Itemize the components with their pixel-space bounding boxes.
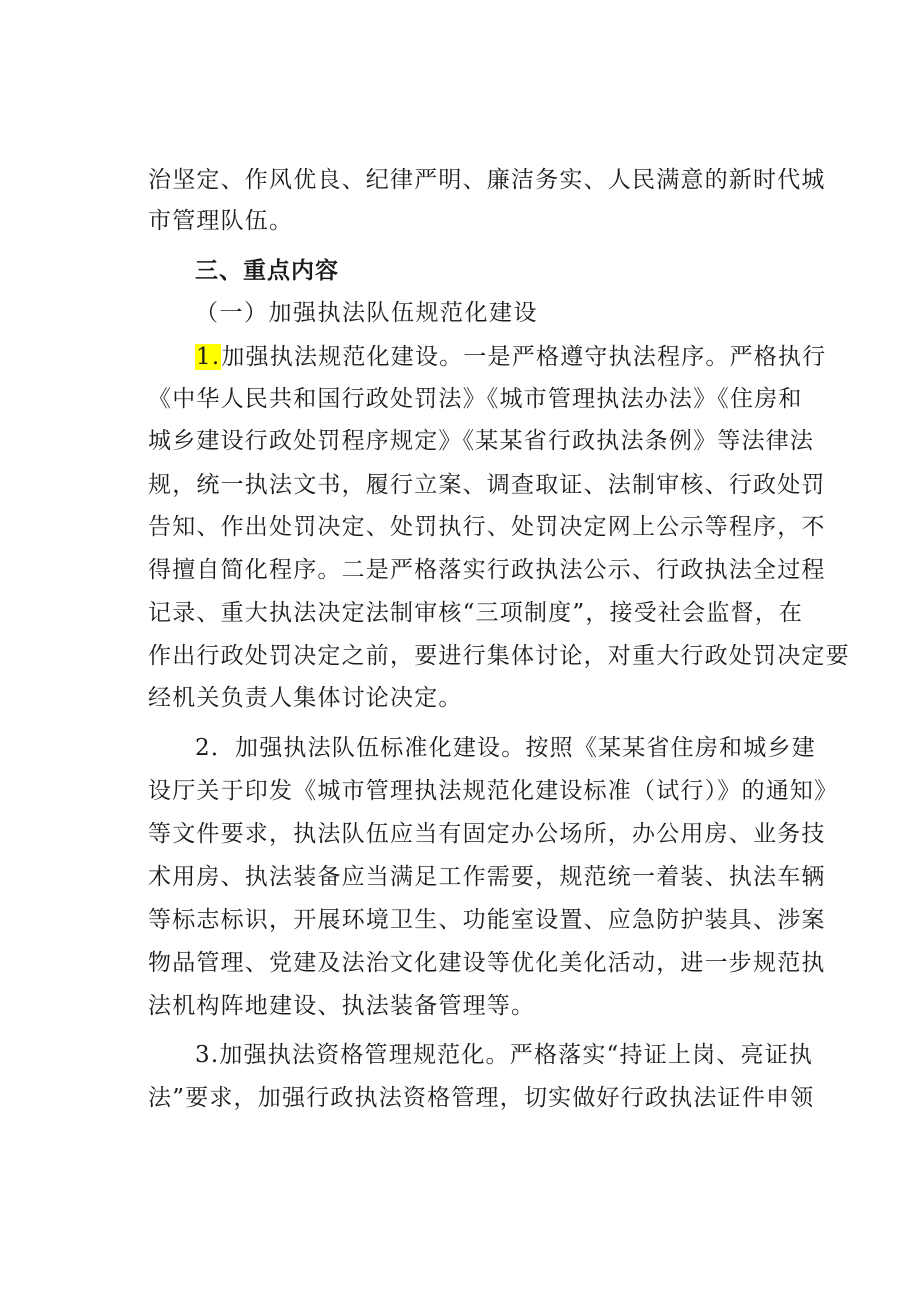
item1-line-6: 得擅自简化程序。二是严格落实行政执法公示、行政执法全过程 xyxy=(148,557,826,583)
item2-line-5: 等标志标识，开展环境卫生、功能室设置、应急防护装具、涉案 xyxy=(148,907,826,933)
item1-line-8: 作出行政处罚决定之前，要进行集体讨论，对重大行政处罚决定要 xyxy=(148,643,850,669)
item1-line-5: 告知、作出处罚决定、处罚执行、处罚决定网上公示等程序，不 xyxy=(148,514,826,540)
item3-line-1: 3.加强执法资格管理规范化。严格落实“持证上岗、亮证执 xyxy=(195,1042,814,1068)
intro-line-1: 治坚定、作风优良、纪律严明、廉洁务实、人民满意的新时代城 xyxy=(148,167,826,193)
item1-line-7: 记录、重大执法决定法制审核“三项制度”，接受社会监督，在 xyxy=(148,600,804,626)
item1-number-highlight: 1. xyxy=(196,344,221,370)
section-heading: 三、重点内容 xyxy=(195,258,339,284)
item1-first-text: 加强执法规范化建设。一是严格遵守执法程序。严格执行 xyxy=(221,344,827,370)
item2-line-7: 法机构阵地建设、执法装备管理等。 xyxy=(148,993,536,1019)
item1-line-9: 经机关负责人集体讨论决定。 xyxy=(148,685,463,711)
item2-line-1: 2．加强执法队伍标准化建设。按照《某某省住房和城乡建 xyxy=(195,735,816,761)
item2-line-4: 术用房、执法装备应当满足工作需要，规范统一着装、执法车辆 xyxy=(148,864,826,890)
item2-line-3: 等文件要求，执法队伍应当有固定办公场所，办公用房、业务技 xyxy=(148,821,826,847)
item3-line-2: 法”要求，加强行政执法资格管理，切实做好行政执法证件申领 xyxy=(148,1085,815,1111)
subsection-heading: （一）加强执法队伍规范化建设 xyxy=(195,300,538,326)
item1-line-1 xyxy=(195,342,826,372)
item2-line-2: 设厅关于印发《城市管理执法规范化建设标准（试行）》的通知》 xyxy=(148,778,839,804)
item1-line-3: 城乡建设行政处罚程序规定》《某某省行政执法条例》等法律法 xyxy=(148,428,815,454)
item1-line-4: 规，统一执法文书，履行立案、调查取证、法制审核、行政处罚 xyxy=(148,472,826,498)
item1-line-2: 《中华人民共和国行政处罚法》《城市管理执法办法》《住房和 xyxy=(148,386,803,412)
item2-line-6: 物品管理、党建及法治文化建设等优化美化活动，进一步规范执 xyxy=(148,950,826,976)
intro-line-2: 市管理队伍。 xyxy=(148,208,294,234)
